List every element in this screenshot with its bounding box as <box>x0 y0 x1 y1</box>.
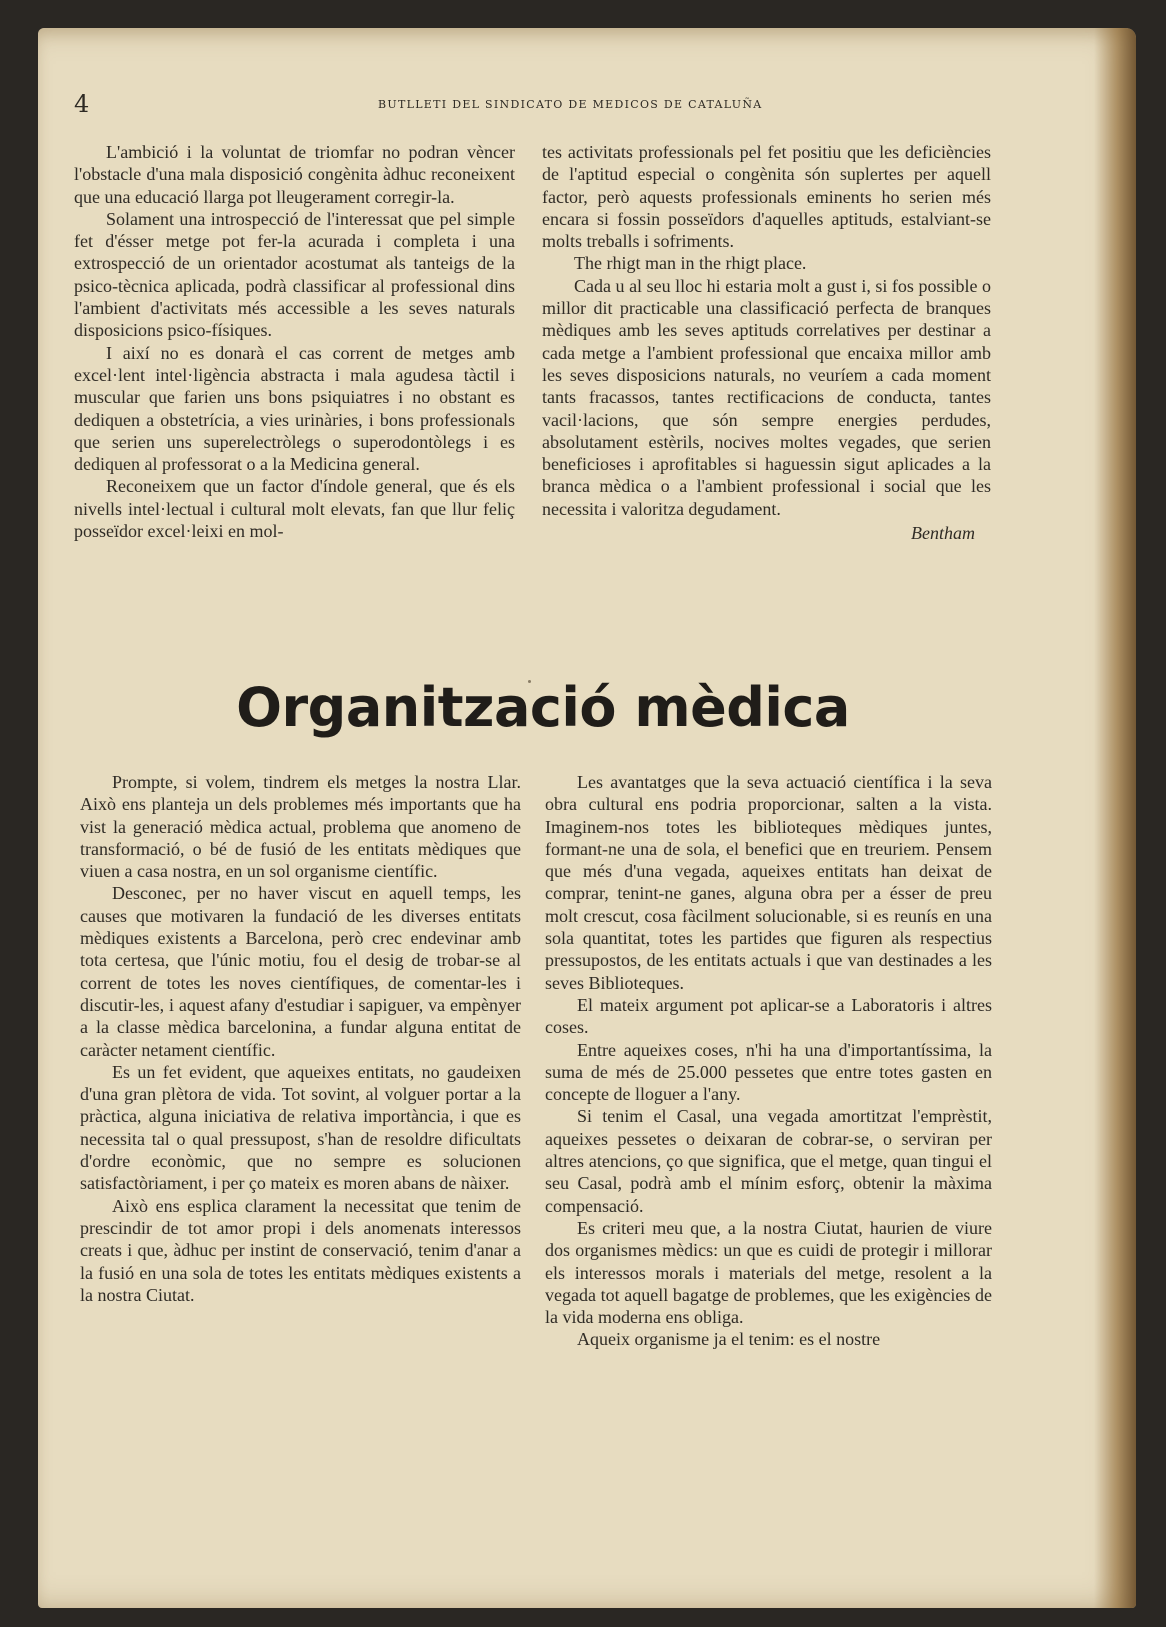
paragraph: I així no es donarà el cas corrent de metges amb excel·lent intel·ligència abstracta i mala agudesa tàctil i muscular que farien uns bons psiquiatres i no obstant es dediquen a obstetrícia, a vies urinàries, i bons professionals que serien uns superelectròlegs o superodontòlegs i es dediquen al professorat o a la Medicina general. <box>74 342 515 475</box>
page-binding-shadow <box>1094 28 1136 1608</box>
paragraph: Desconec, per no haver viscut en aquell temps, les causes que motivaren la fundació de les diverses entitats mèdiques existents a Barcelona, però crec endevinar amb tota certesa, que l'únic motiu, fou el desig de trobar-se al corrent de totes les noves científiques, de comentar-les i discutir-les, i aquest afany d'estudiar i sapiguer, va empènyer a la classe mèdica barcelonina, a fundar alguna entitat de caràcter netament científic. <box>80 883 521 1060</box>
article-top-left-column <box>74 141 515 542</box>
paragraph: Es un fet evident, que aqueixes entitats, no gaudeixen d'una gran plètora de vida. Tot sovint, al volguer portar a la pràctica, alguna iniciativa de relativa importància, i que es necessita tal o qual pressupost, s'han de resoldre dificultats d'ordre econòmic, que no sempre es solucionen satisfactòriament, i per ço mateix es moren abans de nàixer. <box>80 1061 521 1194</box>
paragraph: Si tenim el Casal, una vegada amortitzat l'emprèstit, aqueixes pessetes o deixaran de cobrar-se, o serviran per altres atencions, ço que significa, que el metge, quan tingui el seu Casal, podrà amb el mínim esforç, obtenir la màxima compensació. <box>545 1106 992 1216</box>
paragraph: Prompte, si volem, tindrem els metges la nostra Llar. Això ens planteja un dels problemes més importants que ha vist la generació mèdica actual, problema que anomeno de transformació, o bé de fusió de les entitats mèdiques que viuen a casa nostra, en un sol organisme científic. <box>80 772 521 882</box>
paragraph: Es criteri meu que, a la nostra Ciutat, haurien de viure dos organismes mèdics: un que es cuidi de protegir i millorar els interessos morals i materials del metge, resolent a la vegada tot aquell bagatge de problemes, que les exigències de la vida moderna ens obliga. <box>545 1217 992 1328</box>
scanned-page <box>38 28 1136 1608</box>
page-header <box>74 90 1084 120</box>
running-title: BUTLLETI DEL SINDICATO DE MEDICOS DE CATALUÑA <box>378 98 763 111</box>
paragraph: El mateix argument pot aplicar-se a Laboratoris i altres coses. <box>545 994 992 1038</box>
section-right-column <box>545 771 992 1351</box>
paragraph: Reconeixem que un factor d'índole general, que és els nivells intel·lectual i cultural molt elevats, fan que llur feliç posseïdor excel·leixi en mol- <box>74 476 515 542</box>
paragraph: Les avantatges que la seva actuació científica i la seva obra cultural ens podria proporcionar, salten a la vista. Imaginem-nos totes les biblioteques mèdiques juntes, formant-ne una de sola, el benefici que en treuriem. Pensem que més d'una vegada, aqueixes entitats han deixat de comprar, tenint-ne ganes, alguna obra per a ésser de preu molt crescut, cosa fàcilment solucionable, si es reunís en una sola quantitat, totes les partides que figuren als respectius pressupostos, de les entitats actuals i que van destinades a les seves Biblioteques. <box>545 772 992 993</box>
paragraph: Solament una introspecció de l'interessat que pel simple fet d'ésser metge pot fer-la acurada i completa i una extrospecció de un orientador acostumat als tanteigs de la psico-tècnica aplicada, podrà classificar al professional dins l'ambient d'activitats més accessible a les seves naturals disposicions psico-físiques. <box>74 208 515 341</box>
paragraph: tes activitats professionals pel fet positiu que les deficiències de l'aptitud especial o congènita són suplertes per aquell factor, però aquests professionals eminents ho serien més encara si fossin posseïdors d'aquelles aptituds, estalviant-se molts treballs i sofriments. <box>542 142 991 252</box>
paragraph: Això ens esplica clarament la necessitat que tenim de prescindir de tot amor propi i dels anomenats interessos creats i que, àdhuc per instint de conservació, tenim d'anar a la fusió en una sola de totes les entitats mèdiques existents a la nostra Ciutat. <box>80 1195 521 1305</box>
section-left-column <box>80 771 521 1306</box>
paragraph: Cada u al seu lloc hi estaria molt a gust i, si fos possible o millor dit practicable una classificació perfecta de branques mèdiques amb les seves aptituds correlatives per destinar a cada metge a l'ambient professional que encaixa millor amb les seves disposicions naturals, no veuríem a cada moment tants fracassos, tantes rectificacions de conducta, tantes vacil·lacions, que són sempre energies perdudes, absolutament estèrils, nocives moltes vegades, que serien beneficioses i aprofitables si haguessin sigut aplicades a la branca mèdica o a l'ambient professional i social que les necessita i valoritza degudament. <box>542 275 991 519</box>
article-top-right-column <box>542 141 991 544</box>
paragraph: L'ambició i la voluntat de triomfar no podran vèncer l'obstacle d'una mala disposició congènita àdhuc reconeixent que una educació llarga pot lleugerament corregir-la. <box>74 142 515 207</box>
paragraph: The rhigt man in the rhigt place. <box>574 253 807 274</box>
page-number: 4 <box>74 90 90 118</box>
author-signature: Bentham <box>911 523 975 544</box>
paragraph: Aqueix organisme ja el tenim: es el nostre <box>577 1329 881 1350</box>
section-title: Organització mèdica <box>236 676 850 739</box>
paragraph: Entre aqueixes coses, n'hi ha una d'importantíssima, la suma de més de 25.000 pessetes que entre totes gasten en concepte de lloguer a l'any. <box>545 1039 992 1105</box>
